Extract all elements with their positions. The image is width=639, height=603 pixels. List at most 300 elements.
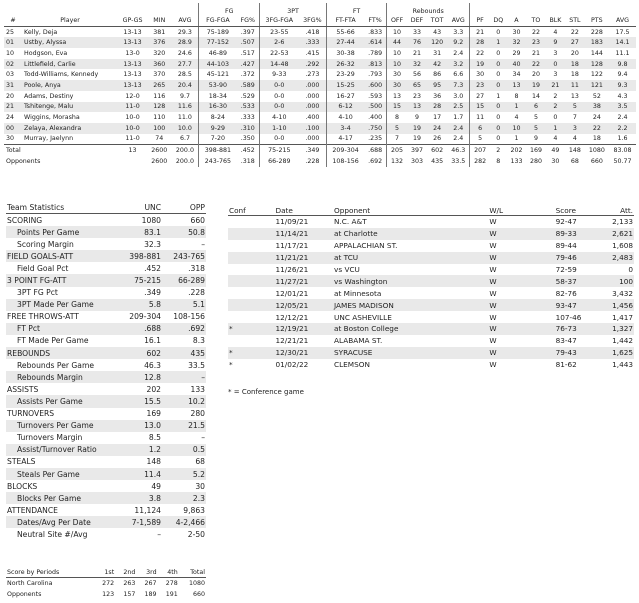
cell-ft-fta: 15-25 <box>327 80 365 91</box>
cell-pts-avg: 9.8 <box>617 60 628 68</box>
cell-dq: 1 <box>496 92 501 100</box>
game-date: 12/30/21 <box>274 347 333 359</box>
cell-reb-avg: 2.4 <box>453 124 464 132</box>
period-total: 1080 <box>188 580 205 587</box>
game-row <box>228 252 634 264</box>
total-def-reb: 397 <box>407 145 427 157</box>
col-header-off-reb: OFF <box>387 15 407 26</box>
group-header-fg: FG <box>199 3 260 15</box>
cell-min: 320 <box>153 49 166 57</box>
team-stat-label: Points Per Game <box>6 226 118 238</box>
cell-points: 22 <box>592 124 601 132</box>
team-stat-label: Dates/Avg Per Date <box>6 516 118 528</box>
team-stat-unc: 11.4 <box>118 468 162 480</box>
col-header-assists: A <box>507 15 527 26</box>
cell-number: 25 <box>6 28 15 36</box>
team-stat-unc: 11,124 <box>134 505 161 515</box>
team-stats-opp-header: OPP <box>162 202 206 214</box>
cell-number: 01 <box>6 39 15 47</box>
team-stat-label: STEALS <box>7 457 36 467</box>
total-dq: 2 <box>490 145 507 157</box>
cell-off-reb: 7 <box>387 134 407 145</box>
col-header-gp-gs: GP-GS <box>118 15 147 26</box>
total-assists: 202 <box>507 145 527 157</box>
cell-pts-avg: 2.4 <box>617 114 628 122</box>
cell-tot-reb: 120 <box>431 39 444 47</box>
cell-pf: 23 <box>470 80 490 91</box>
game-opponent: vs Washington <box>333 275 488 287</box>
cell-pts-avg: 9.4 <box>617 71 628 79</box>
cell-points: 144 <box>590 49 603 57</box>
col-header-fg-fga: FG-FGA <box>199 15 237 26</box>
team-stat-row <box>6 359 206 371</box>
game-date: 11/21/21 <box>274 252 333 264</box>
total-steals: 148 <box>565 145 585 157</box>
cell-off-reb: 8 <box>387 112 407 123</box>
team-stats-table <box>6 202 206 541</box>
game-opponent: vs VCU <box>334 265 360 274</box>
cell-gp-gs: 12-0 <box>125 92 140 100</box>
period-3rd: 189 <box>144 591 157 598</box>
game-conf: * <box>228 323 274 335</box>
cell-reb-avg: 9.2 <box>453 39 464 47</box>
col-header-pts-avg: AVG <box>609 15 636 26</box>
total-gp-gs <box>118 156 147 167</box>
team-stat-row <box>6 432 206 444</box>
cell-turnovers: 6 <box>533 103 538 111</box>
cell-off-reb: 10 <box>387 59 407 70</box>
game-date: 11/27/21 <box>274 275 333 287</box>
period-4th-header: 4th <box>158 568 179 578</box>
team-stat-label: FT Made Per Game <box>17 336 89 346</box>
team-stat-opp: 66-289 <box>162 274 206 286</box>
cell-ft-fta: 4-17 <box>327 134 365 145</box>
total-ft-fta: 108-156 <box>327 156 365 167</box>
cell-blocks: 0 <box>553 114 558 122</box>
cell-dq: 0 <box>496 135 501 143</box>
team-stat-unc: 16.1 <box>144 336 161 346</box>
cell-reb-avg: 2.4 <box>453 135 464 143</box>
cell-fg-pct: .507 <box>240 39 255 47</box>
game-wl: W <box>488 347 541 359</box>
player-row <box>4 69 636 80</box>
cell-min: 370 <box>153 71 166 79</box>
cell-pf: 5 <box>470 134 490 145</box>
total-3fg-fga: 75-215 <box>260 145 299 157</box>
cell-min-avg: 28.5 <box>177 71 192 79</box>
cell-3fg-pct: .100 <box>305 124 320 132</box>
header-opponent: Opponent <box>333 205 488 216</box>
game-wl: W <box>489 217 497 227</box>
cell-dq: 0 <box>496 124 501 132</box>
cell-player: Zelaya, Alexandra <box>24 124 82 132</box>
cell-assists: 34 <box>512 71 521 79</box>
cell-min-avg: 10.0 <box>177 124 192 132</box>
team-stat-opp: .692 <box>162 323 206 335</box>
cell-turnovers: 19 <box>531 81 540 89</box>
player-row <box>4 48 636 59</box>
cell-dq: 0 <box>496 28 501 36</box>
schedule-header-row <box>228 205 634 216</box>
game-att: 1,327 <box>612 324 633 334</box>
team-stat-label: Rebounds Margin <box>6 371 118 383</box>
game-conf <box>228 216 274 228</box>
team: Opponents <box>7 591 42 598</box>
col-header-def-reb: DEF <box>407 15 427 26</box>
cell-gp-gs: 10-0 <box>125 124 140 132</box>
header-wl: W/L <box>488 205 541 216</box>
cell-steals: 20 <box>570 49 579 57</box>
game-date: 11/09/21 <box>275 217 309 227</box>
periods-row-opponents <box>6 589 206 600</box>
team-stat-label: ASSISTS <box>7 384 39 394</box>
cell-player: Ustby, Alyssa <box>24 39 67 47</box>
team-stat-row <box>6 395 206 407</box>
team-stat-row <box>6 528 206 540</box>
cell-assists: 29 <box>512 49 521 57</box>
cell-points: 18 <box>592 135 601 143</box>
team-stat-opp: .228 <box>188 288 205 298</box>
schedule-table <box>228 205 634 371</box>
team-stat-row <box>6 456 206 468</box>
player-row <box>4 37 636 48</box>
cell-number: 03 <box>6 71 15 79</box>
game-wl: W <box>488 228 541 240</box>
cell-min: 376 <box>153 39 166 47</box>
game-date: 01/02/22 <box>275 360 309 370</box>
period-1st: 272 <box>102 580 115 587</box>
team-stat-opp: 660 <box>190 215 205 225</box>
player-row <box>4 91 636 102</box>
game-score: 93-47 <box>542 299 612 311</box>
cell-player: Hodgson, Eva <box>24 49 68 57</box>
team-stat-opp: 33.5 <box>188 360 205 370</box>
header-conf: Conf <box>228 205 274 216</box>
cell-tot-reb: 17 <box>433 114 442 122</box>
cell-fg-pct: .517 <box>240 49 255 57</box>
team-stat-label: Blocks Per Game <box>6 492 118 504</box>
cell-dq: 0 <box>496 60 501 68</box>
total-pf: 207 <box>470 145 490 157</box>
cell-reb-avg: 2.4 <box>453 49 464 57</box>
cell-blocks: 3 <box>553 49 558 57</box>
cell-min: 116 <box>153 92 166 100</box>
player-row <box>4 123 636 134</box>
team-stat-unc: 5.8 <box>118 299 162 311</box>
player-row <box>4 59 636 70</box>
team-stat-opp: 50.8 <box>162 226 206 238</box>
team-stat-row <box>6 311 206 323</box>
cell-steals: 18 <box>570 71 579 79</box>
cell-ft-pct: .600 <box>368 81 383 89</box>
cell-blocks: 9 <box>553 39 558 47</box>
team-stat-label: Scoring Margin <box>17 239 74 249</box>
cell-min-avg: 24.6 <box>177 49 192 57</box>
cell-ft-fta: 26-32 <box>327 59 365 70</box>
total-def-reb: 303 <box>410 158 423 166</box>
cell-def-reb: 32 <box>412 60 421 68</box>
cell-pts-avg: 3.5 <box>617 103 628 111</box>
game-conf <box>228 287 274 299</box>
cell-3fg-pct: .000 <box>305 135 320 143</box>
cell-player: Murray, Jaelynn <box>24 135 74 143</box>
team-stat-opp: – <box>162 371 206 383</box>
cell-min: 110 <box>153 114 166 122</box>
cell-3fg-pct: .273 <box>305 71 320 79</box>
total-3fg-fga: 66-289 <box>260 156 299 167</box>
team-stat-unc: 15.5 <box>118 395 162 407</box>
cell-ft-pct: .833 <box>368 28 383 36</box>
cell-turnovers: 5 <box>533 124 538 132</box>
cell-tot-reb: 43 <box>433 28 442 36</box>
game-score: 82-76 <box>555 288 577 298</box>
cell-tot-reb: 95 <box>433 81 442 89</box>
game-wl: W <box>489 312 497 322</box>
game-conf <box>228 240 274 252</box>
cell-assists: 13 <box>512 81 521 89</box>
team-stat-row <box>6 214 206 227</box>
cell-number: 21 <box>6 103 15 111</box>
cell-fg-pct: .533 <box>240 103 255 111</box>
cell-ft-pct: .593 <box>368 92 383 100</box>
cell-min: 128 <box>153 103 166 111</box>
cell-gp-gs: 11-0 <box>125 135 140 143</box>
cell-pf: 28 <box>470 37 490 48</box>
total-turnovers: 169 <box>526 145 546 157</box>
col-header-pf: PF <box>470 15 490 26</box>
cell-def-reb: 65 <box>412 81 421 89</box>
cell-pts-avg: 14.1 <box>615 39 630 47</box>
team-stat-label: 3 POINT FG-ATT <box>6 274 118 286</box>
game-date: 12/05/21 <box>274 299 333 311</box>
cell-off-reb: 15 <box>387 102 407 113</box>
total-3fg-pct: .349 <box>299 145 327 157</box>
total-fg-pct: .318 <box>240 158 255 166</box>
total-tot-reb: 602 <box>427 145 447 157</box>
game-row <box>228 359 634 371</box>
game-opponent: CLEMSON <box>334 360 370 370</box>
team-stat-opp: 108-156 <box>173 312 205 322</box>
game-att: 1,417 <box>612 312 633 322</box>
cell-pf: 27 <box>470 91 490 102</box>
header-score: Score <box>542 205 612 216</box>
game-conf <box>228 299 274 311</box>
game-score: 79-46 <box>542 252 612 264</box>
game-conf <box>228 252 274 264</box>
team-stat-label: SCORING <box>7 215 43 225</box>
period-total: 660 <box>192 591 205 598</box>
cell-3fg-pct: .292 <box>305 60 320 68</box>
cell-def-reb: 19 <box>412 135 421 143</box>
game-row <box>228 347 634 359</box>
cell-off-reb: 44 <box>387 37 407 48</box>
team-stat-row <box>6 226 206 238</box>
cell-3fg-fga: 2-6 <box>260 37 299 48</box>
total-gp-gs: 13 <box>118 145 147 157</box>
cell-fg-fga: 44-103 <box>199 59 237 70</box>
game-opponent: at TCU <box>333 252 488 264</box>
game-row <box>228 323 634 335</box>
game-wl: W <box>488 323 541 335</box>
game-row <box>228 264 634 276</box>
cell-pts-avg: 11.1 <box>615 49 630 57</box>
game-row <box>228 311 634 323</box>
cell-blocks: 1 <box>553 124 558 132</box>
cell-pts-avg: 4.3 <box>617 92 628 100</box>
cell-3fg-fga: 1-10 <box>260 123 299 134</box>
team-stat-unc: 602 <box>118 347 162 359</box>
team-stat-row <box>6 504 206 516</box>
cell-gp-gs: 13-0 <box>125 49 140 57</box>
cell-gp-gs: 13-13 <box>123 71 142 79</box>
total-fg-pct: .452 <box>236 145 259 157</box>
conference-game-footnote: * = Conference game <box>228 388 304 396</box>
col-header-ft-fta: FT-FTA <box>327 15 365 26</box>
game-wl: W <box>488 275 541 287</box>
col-header-min-avg: AVG <box>171 15 198 26</box>
cell-def-reb: 9 <box>414 114 419 122</box>
team-stat-row <box>6 287 206 299</box>
team-stat-label: TURNOVERS <box>7 409 55 419</box>
cell-turnovers: 9 <box>533 135 538 143</box>
cell-player: Poole, Anya <box>24 81 61 89</box>
team-stat-label: 3PT Made Per Game <box>6 299 118 311</box>
team-stat-unc: 169 <box>146 409 161 419</box>
team-stat-label: 3PT FG Pct <box>17 288 58 298</box>
total-reb-avg: 33.5 <box>451 158 466 166</box>
team-stat-unc: 3.8 <box>118 492 162 504</box>
group-header-row <box>4 3 636 15</box>
game-date: 11/14/21 <box>274 228 333 240</box>
cell-pts-avg: 17.5 <box>615 28 630 36</box>
cell-assists: 8 <box>514 92 519 100</box>
cell-3fg-fga: 0-0 <box>260 134 299 145</box>
cell-gp-gs: 13-13 <box>123 39 142 47</box>
cell-blocks: 3 <box>553 71 558 79</box>
cell-dq: 0 <box>496 49 501 57</box>
team-stat-label: Field Goal Pct <box>17 263 69 273</box>
cell-steals: 11 <box>570 81 579 89</box>
cell-ft-pct: .793 <box>368 71 383 79</box>
team-stat-label: ATTENDANCE <box>7 505 58 515</box>
total-assists: 133 <box>510 158 523 166</box>
cell-pf: 19 <box>470 59 490 70</box>
team-stat-opp: 4-2,466 <box>162 516 206 528</box>
cell-3fg-fga: 22-53 <box>260 48 299 59</box>
team-stat-row <box>6 335 206 347</box>
header-att: Att. <box>611 205 634 216</box>
cell-fg-fga: 18-34 <box>199 91 237 102</box>
cell-3fg-pct: .415 <box>305 49 320 57</box>
game-conf: * <box>229 360 233 370</box>
column-header-row <box>4 15 636 26</box>
cell-3fg-pct: .000 <box>305 92 320 100</box>
col-header-player: Player <box>22 15 118 26</box>
cell-steals: 13 <box>570 92 579 100</box>
team-stat-opp: 133 <box>190 384 205 394</box>
game-att: 1,456 <box>612 300 633 310</box>
cell-dq: 0 <box>496 114 501 122</box>
game-row <box>228 335 634 347</box>
cell-pts-avg: 9.3 <box>617 81 628 89</box>
total-dq: 8 <box>496 158 501 166</box>
cell-fg-pct: .350 <box>240 135 255 143</box>
cell-ft-fta: 16-27 <box>327 91 365 102</box>
team-stat-unc: 7-1,589 <box>118 516 162 528</box>
cell-points: 38 <box>592 103 601 111</box>
total-min: 2600 <box>147 145 171 157</box>
cell-blocks: 2 <box>553 92 558 100</box>
cell-blocks: 4 <box>553 28 558 36</box>
cell-dq: 0 <box>496 71 501 79</box>
cell-turnovers: 22 <box>531 60 540 68</box>
game-score: 58-37 <box>542 275 612 287</box>
player-row <box>4 134 636 145</box>
cell-pts-avg: 1.6 <box>617 135 628 143</box>
team-stat-opp: 2-50 <box>187 529 205 539</box>
cell-fg-pct: .372 <box>240 71 255 79</box>
game-row <box>228 228 634 240</box>
cell-pf: 22 <box>470 48 490 59</box>
cell-assists: 10 <box>512 124 521 132</box>
total-3fg-pct: .228 <box>305 158 320 166</box>
cell-fg-pct: .529 <box>240 92 255 100</box>
cell-ft-pct: .614 <box>368 39 383 47</box>
total-off-reb: 205 <box>387 145 407 157</box>
game-att: 1,443 <box>612 360 633 370</box>
cell-3fg-fga: 4-10 <box>260 112 299 123</box>
team-stat-opp: 280 <box>190 409 205 419</box>
team-stats-header-row <box>6 202 206 214</box>
game-att: 2,483 <box>612 253 633 263</box>
cell-3fg-pct: .418 <box>305 28 320 36</box>
game-opponent: APPALACHIAN ST. <box>334 241 398 251</box>
cell-def-reb: 21 <box>412 49 421 57</box>
period-1st-header: 1st <box>94 568 115 578</box>
team-stat-label: REBOUNDS <box>6 347 118 359</box>
team-stat-label: Neutral Site #/Avg <box>17 529 88 539</box>
team-stat-row <box>6 480 206 492</box>
col-header-blocks: BLK <box>546 15 565 26</box>
game-opponent: SYRACUSE <box>333 347 488 359</box>
team-stat-label: Turnovers Margin <box>17 433 83 443</box>
cell-ft-fta: 30-38 <box>327 48 365 59</box>
cell-min-avg: 11.6 <box>177 103 192 111</box>
cell-gp-gs: 13-13 <box>123 28 142 36</box>
player-row <box>4 112 636 123</box>
game-conf <box>228 228 274 240</box>
game-row <box>228 287 634 299</box>
team-stat-unc: 398-881 <box>118 250 162 262</box>
cell-tot-reb: 28 <box>433 103 442 111</box>
team-stat-unc: 49 <box>151 481 161 491</box>
col-header-reb-avg: AVG <box>447 15 470 26</box>
team-stat-label: Turnovers Per Game <box>6 420 118 432</box>
cell-tot-reb: 24 <box>433 124 442 132</box>
header-date: Date <box>274 205 333 216</box>
cell-fg-fga: 9-29 <box>199 123 237 134</box>
cell-3fg-pct: .000 <box>305 103 320 111</box>
cell-pf: 15 <box>470 102 490 113</box>
cell-assists: 40 <box>512 60 521 68</box>
game-opponent: at Boston College <box>333 323 488 335</box>
team-stats-title: Team Statistics <box>6 202 118 214</box>
cell-points: 128 <box>590 60 603 68</box>
cell-3fg-fga: 23-55 <box>260 26 299 37</box>
cell-turnovers: 21 <box>531 49 540 57</box>
team-stat-unc: .349 <box>144 288 161 298</box>
cell-pf: 11 <box>470 112 490 123</box>
